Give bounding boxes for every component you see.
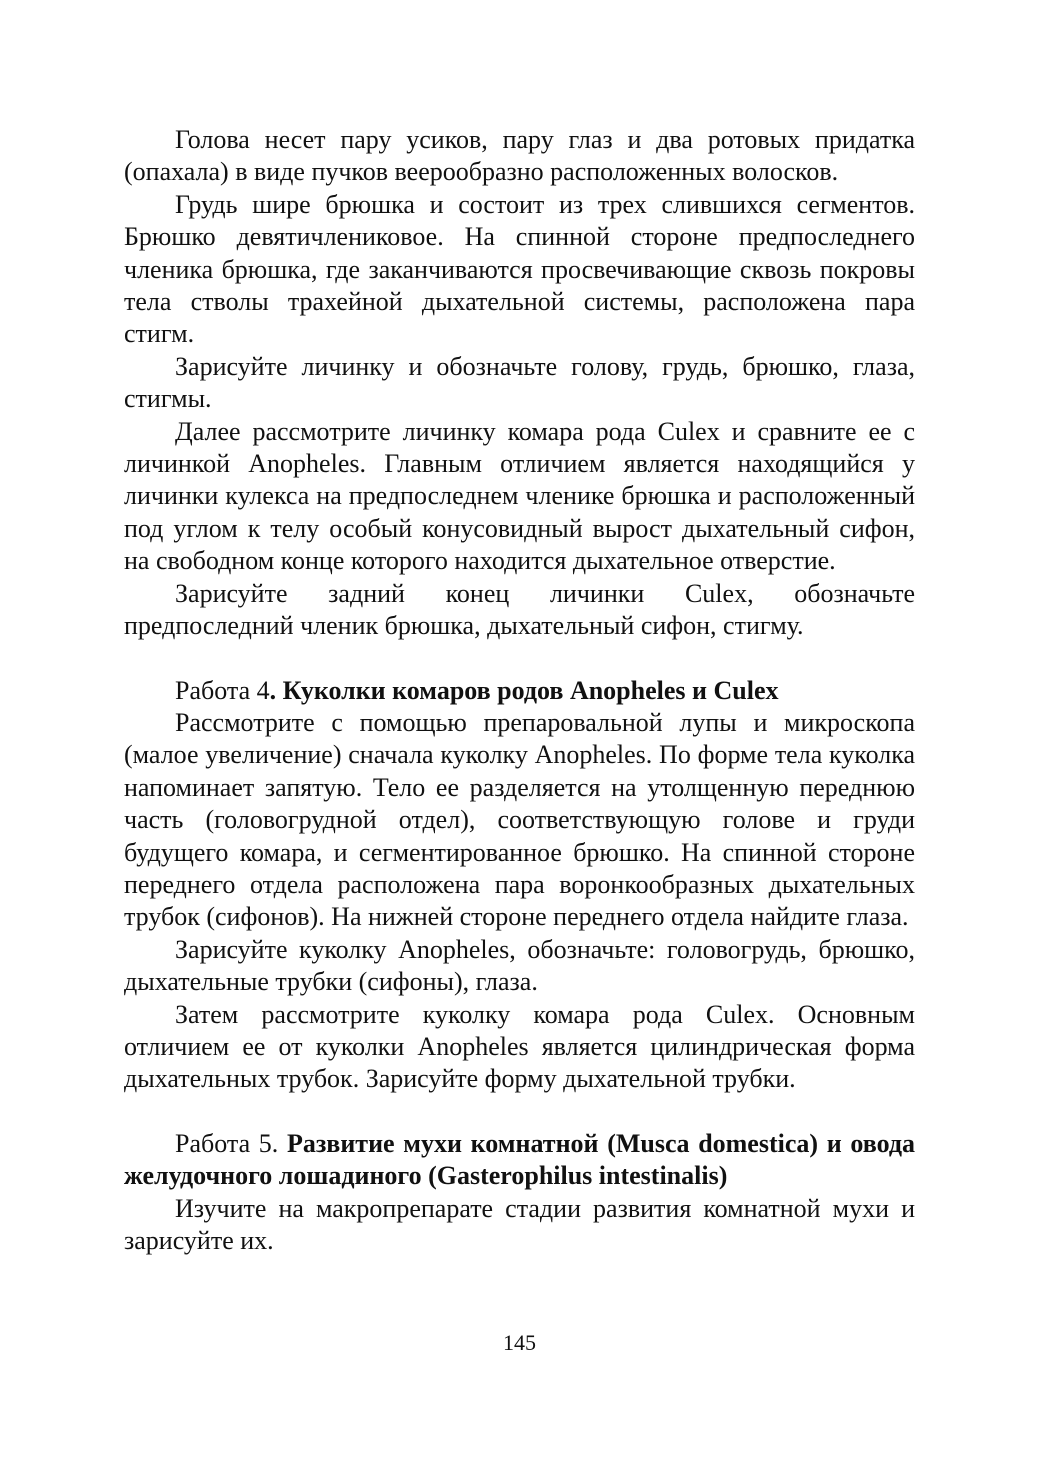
paragraph: Зарисуйте куколку Anopheles, обозначьте: головогрудь, брюшко, дыхательные трубки (сифоны), глаза.: [124, 934, 915, 997]
paragraph: Грудь шире брюшка и состоит из трех слившихся сегментов. Брюшко девятичлениковое. На спинной стороне предпоследнего членика брюшка, где заканчиваются просвечивающие сквозь покровы тела стволы трахейной дыхательной системы, расположена пара стигм.: [124, 189, 915, 349]
paragraph: Далее рассмотрите личинку комара рода Culex и сравните ее с личинкой Anopheles. Главным отличием является находящийся у личинки кулекса на предпоследнем членике брюшка и расположенный под углом к телу особый конусовидный вырост дыхательный сифон, на свободном конце которого находится дыхательное отверстие.: [124, 416, 915, 576]
section-gap: [124, 643, 915, 675]
page-body: [124, 124, 915, 1257]
page-number: 145: [503, 1330, 536, 1355]
section-gap: [124, 1096, 915, 1128]
paragraph: Зарисуйте личинку и обозначьте голову, грудь, брюшко, глаза, стигмы.: [124, 351, 915, 414]
paragraph: Зарисуйте задний конец личинки Culex, обозначьте предпоследний членик брюшка, дыхательный сифон, стигму.: [124, 578, 915, 641]
paragraph: Голова несет пару усиков, пару глаз и два ротовых придатка (опахала) в виде пучков веерообразно расположенных волосков.: [124, 125, 915, 187]
work-5-prefix: Работа 5.: [175, 1128, 287, 1158]
work-4-title: . Куколки комаров родов Anopheles и Culex: [269, 675, 779, 705]
work-5-heading: [124, 1128, 915, 1193]
paragraph: Изучите на макропрепарате стадии развития комнатной мухи и зарисуйте их.: [124, 1193, 915, 1255]
work-4-prefix: Работа 4: [175, 675, 270, 705]
work-4-heading: [124, 675, 915, 707]
paragraph: Затем рассмотрите куколку комара рода Culex. Основным отличием ее от куколки Anopheles является цилиндрическая форма дыхательных трубок. Зарисуйте форму дыхательной трубки.: [124, 999, 915, 1094]
paragraph: Рассмотрите с помощью препаровальной лупы и микроскопа (малое увеличение) сначала куколку Anopheles. По форме тела куколка напоминает запятую. Тело ее разделяется на утолщенную переднюю часть (головогрудной отдел), соответствующую голове и груди будущего комара, и сегментированное брюшко. На спинной стороне переднего отдела расположена пара воронкообразных дыхательных трубок (сифонов). На нижней стороне переднего отдела найдите глаза.: [124, 707, 915, 932]
work-5-title: Развитие мухи комнатной (Musca domestica) и овода желудочного лошадиного (Gasterophilus intestinalis): [124, 1128, 915, 1191]
